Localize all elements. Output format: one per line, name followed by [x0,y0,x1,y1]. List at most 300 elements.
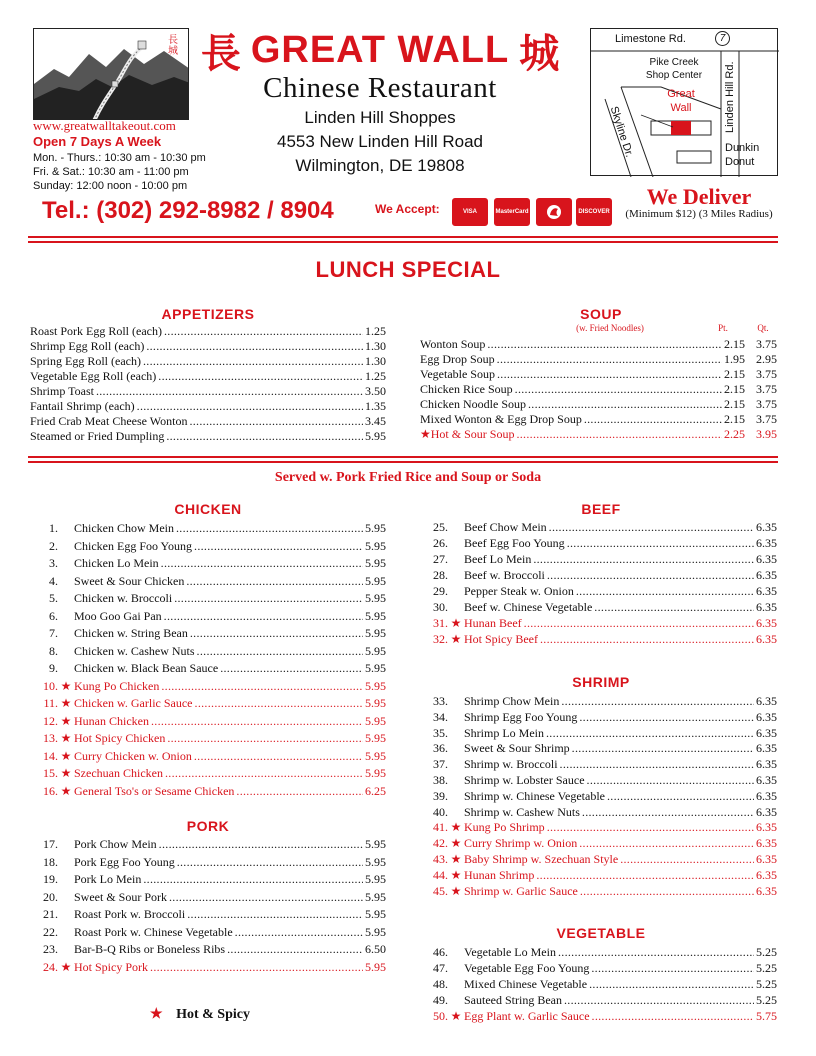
item-price: 5.95 [365,766,386,780]
item-number: 8. [49,643,58,658]
map-label-linden-hill: Linden Hill Rd. [724,61,736,133]
item-price: 6.25 [365,783,386,798]
item-name: Beef Chow Mein [464,520,547,534]
menu-item [418,945,777,959]
menu-item [30,644,386,658]
menu-item [30,714,386,728]
location-map [590,28,778,176]
item-name: Roast Pork Egg Roll (each) [30,324,162,338]
item-name: Chicken w. Broccoli [74,591,173,605]
leader-dots [96,384,363,398]
menu-item [418,852,777,866]
hot-star-icon: ★ [450,616,462,630]
route-7-icon: 7 [715,31,730,46]
item-price: 6.35 [756,867,777,882]
item-number: 19. [43,872,58,886]
leader-dots [143,354,363,368]
menu-item [30,539,386,553]
hot-star-icon: ★ [60,713,72,728]
menu-item [418,884,777,898]
restaurant-title [190,24,570,76]
address-line-2: 4553 New Linden Hill Road [276,132,484,151]
item-price: 3.50 [365,384,386,398]
item-price: 5.95 [365,837,386,851]
hot-star-icon: ★ [60,766,72,780]
menu-item [418,977,777,991]
item-price: 1.30 [365,339,386,353]
item-name: Pork Egg Foo Young [74,854,175,869]
hot-star-icon: ★ [450,632,462,646]
leader-dots [235,925,363,939]
leader-dots [143,872,363,886]
leader-dots [620,852,754,866]
leader-dots [497,367,722,381]
hours-line-2: Fri. & Sat.: 10:30 am - 11:00 pm [33,166,189,178]
item-price: 6.35 [756,568,777,582]
visa-card-icon: VISA [452,198,488,226]
item-price-quart: 3.95 [756,427,777,441]
item-name: Beef Egg Foo Young [464,536,565,550]
chicken-title: CHICKEN [174,501,242,517]
leader-dots [236,784,363,798]
item-number: 30. [433,600,448,614]
hours-line-3: Sunday: 12:00 noon - 10:00 pm [33,180,188,192]
divider-top-1 [28,236,778,238]
shrimp-title: SHRIMP [572,674,630,690]
menu-item [30,766,386,780]
item-price-pint: 2.15 [724,337,745,351]
item-name: Chicken Egg Foo Young [74,538,193,553]
item-price-quart: 3.75 [756,367,777,381]
menu-item [420,382,777,396]
item-name: Roast Pork w. Broccoli [74,907,186,921]
item-number: 48. [433,977,448,991]
item-price-pint: 2.25 [724,427,745,441]
hot-star-icon: ★ [450,867,462,882]
item-price-pint: 2.15 [724,367,745,381]
item-number: 36. [433,741,448,756]
item-price: 5.95 [365,731,386,745]
divider-mid-1 [28,456,778,458]
menu-item [418,710,777,724]
item-name: Chicken w. Cashew Nuts [74,643,195,658]
leader-dots [158,369,363,383]
item-price-quart: 3.75 [756,382,777,396]
leader-dots [161,679,363,693]
leader-dots [487,337,722,351]
menu-item [30,679,386,693]
leader-dots [169,890,363,904]
item-price: 6.35 [756,773,777,787]
item-name: Bar-B-Q Ribs or Boneless Ribs [74,942,226,956]
menu-item [418,789,777,803]
item-number: 2. [49,538,58,553]
leader-dots [176,521,363,535]
map-dunkin-line-2: Donut [725,156,755,168]
map-label-limestone: Limestone Rd. [615,33,686,45]
menu-item [30,339,386,353]
item-number: 39. [433,788,448,803]
we-accept-label: We Accept: [375,202,440,216]
served-with-note: Served w. Pork Fried Rice and Soup or Soda [274,470,542,485]
discover-card-icon: DISCOVER [576,198,612,226]
logo-seal-text: 長城 [168,35,178,57]
hot-star-icon: ★ [450,1009,462,1023]
hot-star-icon: ★ [60,678,72,693]
leader-dots [159,837,363,851]
hot-star-icon: ★ [450,820,462,835]
menu-item [30,414,386,428]
item-name: Pork Lo Mein [74,872,142,886]
item-name: Chicken w. Garlic Sauce [74,696,193,710]
item-name: Chicken Noodle Soup [420,397,526,411]
leader-dots [197,644,363,658]
item-number: 12. [43,713,58,728]
item-number: 7. [49,626,58,640]
item-number: 43. [433,852,448,866]
hours-line-1: Mon. - Thurs.: 10:30 am - 10:30 pm [33,152,206,164]
menu-item [418,1009,777,1023]
item-name: Baby Shrimp w. Szechuan Style [464,852,619,866]
item-price: 6.35 [756,600,777,614]
item-name: Pork Chow Mein [74,837,157,851]
title-glyph-left: 長 [200,29,241,77]
hot-star-icon: ★ [420,427,431,441]
menu-item [418,993,777,1007]
leader-dots [174,591,363,605]
leader-dots [579,836,754,850]
menu-item [30,556,386,570]
legend-label: Hot & Spicy [176,1007,250,1022]
item-price: 1.30 [365,354,386,368]
menu-item [30,384,386,398]
leader-dots [497,352,722,366]
leader-dots [572,741,754,755]
map-dunkin-line-1: Dunkin [725,142,760,154]
item-price: 5.95 [365,538,386,553]
item-price: 6.35 [756,536,777,550]
item-name: Sauteed String Bean [464,993,562,1007]
leader-dots [189,414,363,428]
menu-item [30,591,386,605]
item-price: 5.95 [365,521,386,535]
address-line-3: Wilmington, DE 19808 [295,156,465,175]
item-number: 42. [433,836,448,851]
menu-item [30,872,386,886]
item-price-quart: 2.95 [756,352,777,366]
item-name: Egg Plant w. Garlic Sauce [464,1009,590,1023]
beef-title: BEEF [581,501,621,517]
hot-star-icon: ★ [60,731,72,745]
menu-item [418,726,777,740]
item-name: Curry Chicken w. Onion [74,748,192,763]
divider-top-2 [28,241,778,243]
item-price: 6.35 [756,788,777,803]
menu-item [418,568,777,582]
menu-item [418,584,777,598]
item-price: 5.95 [365,556,386,570]
item-price: 5.95 [365,907,386,921]
item-name: Shrimp w. Garlic Sauce [464,883,578,898]
menu-item [418,868,777,882]
item-number: 32. [433,632,448,646]
soup-note: (w. Fried Noodles) [576,323,644,333]
lunch-special-title: LUNCH SPECIAL [315,257,501,282]
item-number: 44. [433,867,448,882]
item-price: 6.35 [756,632,777,646]
item-price: 5.95 [365,661,386,675]
menu-item [30,784,386,798]
menu-item [30,399,386,413]
menu-item [30,661,386,675]
item-name: Hunan Shrimp [464,867,535,882]
item-name: Szechuan Chicken [74,766,163,780]
vegetable-title: VEGETABLE [556,925,646,941]
item-price: 5.25 [756,945,777,959]
leader-dots [549,520,754,534]
item-name: Chicken Chow Mein [74,521,174,535]
menu-item [418,741,777,755]
item-name: Vegetable Lo Mein [464,945,556,959]
menu-item [30,731,386,745]
menu-item [420,427,777,441]
item-name: Pepper Steak w. Onion [464,584,574,598]
menu-item [418,536,777,550]
item-price: 6.35 [756,836,777,851]
menu-item [418,820,777,834]
item-price: 6.50 [365,942,386,956]
item-price: 6.35 [756,694,777,708]
item-name: Moo Goo Gai Pan [74,608,162,623]
menu-item [418,600,777,614]
item-name: Shrimp w. Cashew Nuts [464,804,580,819]
menu-item [30,521,386,535]
menu-item [30,626,386,640]
leader-dots [194,539,363,553]
item-number: 18. [43,854,58,869]
hours-title: Open 7 Days A Week [33,134,162,149]
leader-dots [582,805,754,819]
item-number: 9. [49,661,58,675]
item-name: Spring Egg Roll (each) [30,354,141,368]
item-name: Vegetable Egg Roll (each) [30,369,157,383]
item-number: 13. [43,731,58,745]
address-line-1: Linden Hill Shoppes [304,108,456,127]
item-number: 40. [433,804,448,819]
item-price: 1.35 [365,399,386,413]
item-name: Hot Spicy Beef [464,632,538,646]
leader-dots [594,600,754,614]
item-price-pint: 2.15 [724,382,745,396]
item-price: 1.25 [365,324,386,338]
item-number: 33. [433,694,448,708]
centurion-head-icon [545,203,563,221]
menu-item [420,412,777,426]
hot-star-icon: ★ [450,836,462,851]
item-number: 17. [43,837,58,851]
hot-star-icon: ★ [60,783,72,798]
leader-dots [164,609,363,623]
leader-dots [186,574,363,588]
map-gw-line-2: Wall [670,102,692,114]
item-price: 5.95 [365,748,386,763]
leader-dots [567,536,754,550]
item-name: Shrimp Lo Mein [464,725,544,740]
item-number: 14. [43,748,58,763]
leader-dots [524,616,754,630]
delivery-terms: (Minimum $12) (3 Miles Radius) [625,208,773,220]
item-price: 5.95 [365,924,386,939]
menu-item [420,367,777,381]
title-glyph-right: 城 [519,29,560,77]
item-price: 5.95 [365,626,386,640]
hot-star-icon: ★ [150,1007,163,1022]
map-gw-line-1: Great [667,88,695,100]
hot-spicy-legend [150,1006,250,1023]
item-name: Sweet & Sour Chicken [74,573,185,588]
item-price: 6.35 [756,804,777,819]
soup-col-qt: Qt. [757,323,769,333]
menu-item [418,694,777,708]
item-number: 31. [433,616,448,630]
item-name: Beef w. Broccoli [464,568,545,582]
website-link[interactable]: www.greatwalltakeout.com [33,118,176,133]
restaurant-subtitle: Chinese Restaurant [263,72,497,104]
menu-item [418,805,777,819]
menu-item [30,837,386,851]
map-label-great-wall [655,87,707,115]
menu-item [418,773,777,787]
menu-item [420,337,777,351]
menu-item [30,925,386,939]
item-name: Kung Po Chicken [74,678,160,693]
leader-dots [137,399,363,413]
item-price: 5.95 [365,713,386,728]
item-price-quart: 3.75 [756,397,777,411]
item-number: 11. [43,696,58,710]
item-price: 6.35 [756,820,777,835]
leader-dots [587,773,754,787]
map-shop-line-2: Shop Center [645,70,703,81]
menu-item [418,520,777,534]
leader-dots [195,696,363,710]
menu-item [420,397,777,411]
item-number: 26. [433,536,448,550]
leader-dots [161,556,363,570]
item-name: Shrimp Egg Foo Young [464,709,578,724]
menu-item [420,352,777,366]
item-price: 5.95 [365,696,386,710]
item-name: Chicken w. String Bean [74,626,188,640]
map-shop-line-1: Pike Creek [649,57,699,68]
menu-item [30,429,386,443]
map-label-shop-center [635,56,713,82]
leader-dots [536,868,754,882]
leader-dots [516,427,722,441]
menu-item [30,890,386,904]
leader-dots [220,661,363,675]
item-name: Fried Crab Meat Cheese Wonton [30,414,188,428]
hot-star-icon: ★ [60,959,72,974]
pork-title: PORK [186,818,230,834]
menu-item [30,324,386,338]
item-name: Shrimp Toast [30,384,94,398]
leader-dots [561,694,754,708]
item-name: Sweet & Sour Shrimp [464,741,570,756]
item-price: 5.95 [365,573,386,588]
menu-item [30,354,386,368]
leader-dots [165,766,363,780]
soup-col-pt: Pt. [718,323,728,333]
leader-dots [190,626,363,640]
item-name: Egg Drop Soup [420,352,495,366]
item-name: Hunan Chicken [74,713,149,728]
item-price-pint: 2.15 [724,397,745,411]
item-number: 35. [433,725,448,740]
item-number: 20. [43,889,58,904]
item-name: Vegetable Egg Foo Young [464,961,590,975]
leader-dots [164,324,363,338]
item-number: 27. [433,552,448,566]
item-price: 6.35 [756,709,777,724]
great-wall-logo [33,28,189,120]
item-price: 5.95 [365,608,386,623]
item-price: 6.35 [756,616,777,630]
item-price: 6.35 [756,883,777,898]
item-price-pint: 1.95 [724,352,745,366]
item-number: 22. [43,924,58,939]
item-price: 6.35 [756,584,777,598]
item-price: 5.95 [365,678,386,693]
item-price: 6.35 [756,520,777,534]
item-price: 5.95 [365,643,386,658]
item-number: 23. [43,942,58,956]
telephone[interactable]: Tel.: (302) 292-8982 / 8904 [42,197,334,224]
menu-item [30,749,386,763]
item-name: Chicken Lo Mein [74,556,159,570]
item-name: Shrimp Egg Roll (each) [30,339,145,353]
menu-item [30,696,386,710]
item-name: Shrimp w. Lobster Sauce [464,773,585,787]
item-name: Roast Pork w. Chinese Vegetable [74,924,233,939]
menu-item [30,907,386,921]
item-number: 29. [433,584,448,598]
leader-dots [194,749,363,763]
item-number: 6. [49,608,58,623]
item-price: 3.45 [365,414,386,428]
item-name: Mixed Chinese Vegetable [464,977,588,991]
item-name: Curry Shrimp w. Onion [464,836,578,851]
item-number: 10. [43,678,58,693]
item-number: 25. [433,520,448,534]
item-number: 50. [433,1009,448,1023]
hot-star-icon: ★ [450,883,462,898]
item-name: Steamed or Fried Dumpling [30,429,165,443]
leader-dots [166,429,363,443]
item-price-quart: 3.75 [756,412,777,426]
item-name: Hunan Beef [464,616,522,630]
appetizers-title: APPETIZERS [161,306,255,322]
leader-dots [187,907,363,921]
leader-dots [146,339,363,353]
hot-star-icon: ★ [450,852,462,866]
leader-dots [592,1009,754,1023]
menu-item [418,961,777,975]
item-price: 6.35 [756,757,777,772]
item-number: 3. [49,556,58,570]
menu-item [418,836,777,850]
item-number: 41. [433,820,448,835]
